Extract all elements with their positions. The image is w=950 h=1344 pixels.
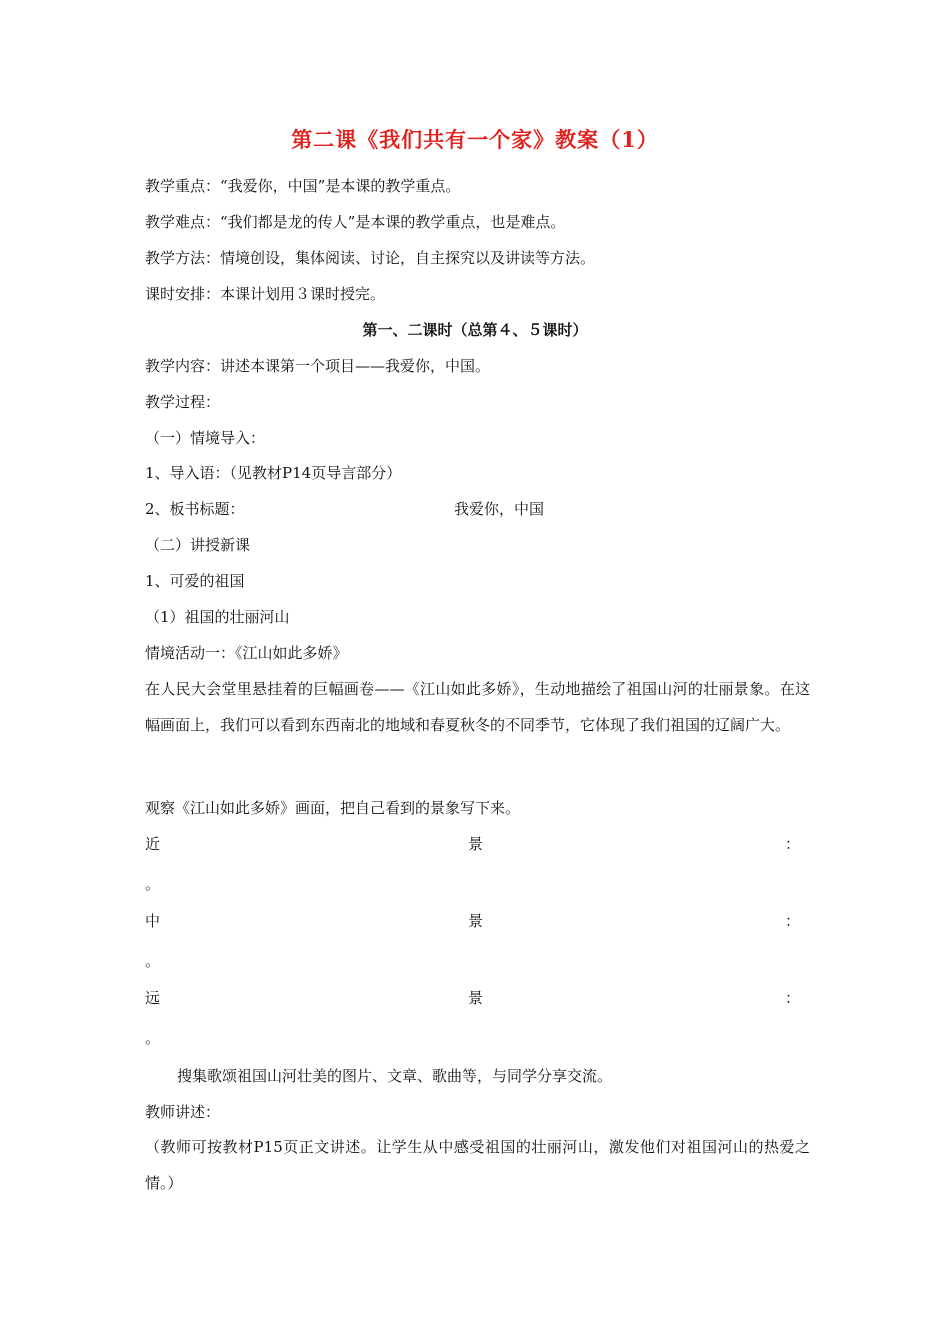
- fill-label-first: 中: [145, 912, 161, 930]
- fill-row-middle: [145, 911, 800, 931]
- activity-heading: 情境活动一：《江山如此多娇》: [145, 644, 348, 662]
- teaching-process: 教学过程：: [145, 393, 221, 411]
- teacher-note: （教师可按教材P15页正文讲述。让学生从中感受祖国的壮丽河山，激发他们对祖国河山的热爱之情。）: [145, 1138, 810, 1192]
- observe-instruction: 观察《江山如此多娇》画面，把自己看到的景象写下来。: [145, 799, 521, 817]
- teacher-narration-label: 教师讲述：: [145, 1103, 221, 1121]
- fill-label-first: 远: [145, 989, 161, 1007]
- fill-end-middle: 。: [145, 952, 161, 970]
- class-schedule: 课时安排：本课计划用３课时授完。: [145, 285, 386, 303]
- fill-row-far: [145, 988, 800, 1008]
- fill-label-second: 景: [468, 835, 484, 853]
- fill-colon: ：: [784, 989, 800, 1007]
- fill-label-first: 近: [145, 835, 161, 853]
- teaching-focus: 教学重点：“我爱你，中国”是本课的教学重点。: [145, 177, 461, 195]
- fill-colon: ：: [784, 912, 800, 930]
- fill-label-second: 景: [468, 989, 484, 1007]
- section-heading: 第一、二课时（总第４、５课时）: [362, 321, 588, 339]
- board-label: 2、板书标题：: [145, 500, 245, 518]
- part-two-heading: （二）讲授新课: [145, 536, 251, 554]
- fill-colon: ：: [784, 835, 800, 853]
- part-one-heading: （一）情境导入：: [145, 429, 266, 447]
- fill-end-far: 。: [145, 1029, 161, 1047]
- fill-end-near: 。: [145, 875, 161, 893]
- document-title: 第二课《我们共有一个家》教案（1）: [291, 127, 659, 152]
- subsection-one-one: （1）祖国的壮丽河山: [145, 608, 290, 626]
- subsection-one: 1、可爱的祖国: [145, 572, 245, 590]
- paragraph-description: 在人民大会堂里悬挂着的巨幅画卷——《江山如此多娇》，生动地描绘了祖国山河的壮丽景象。在这幅画面上，我们可以看到东西南北的地域和春夏秋冬的不同季节，它体现了我们祖国的辽阔广大。: [145, 680, 810, 734]
- collect-instruction: 搜集歌颂祖国山河壮美的图片、文章、歌曲等，与同学分享交流。: [177, 1067, 613, 1085]
- intro-line: 1、导入语：（见教材P14页导言部分）: [145, 464, 402, 482]
- board-title: 我爱你，中国: [454, 500, 545, 518]
- teaching-difficulty: 教学难点：“我们都是龙的传人”是本课的教学重点，也是难点。: [145, 213, 566, 231]
- teaching-method: 教学方法：情境创设，集体阅读、讨论，自主探究以及讲读等方法。: [145, 249, 596, 267]
- fill-row-near: [145, 834, 800, 854]
- fill-label-second: 景: [468, 912, 484, 930]
- teaching-content: 教学内容：讲述本课第一个项目——我爱你，中国。: [145, 357, 491, 375]
